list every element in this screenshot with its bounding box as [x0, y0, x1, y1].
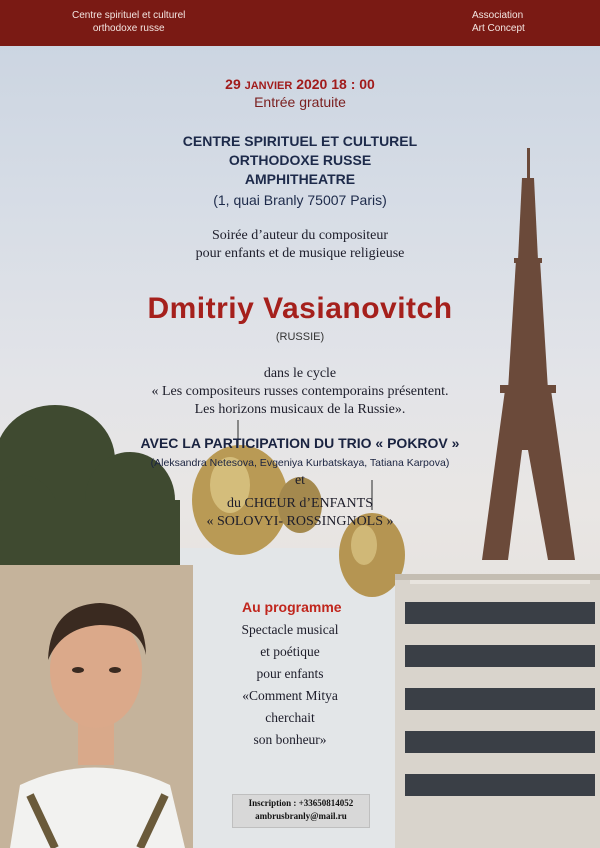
date-rest: 2020 18 : 00: [296, 76, 375, 92]
registration-email: ambrusbranly@mail.ru: [255, 811, 347, 821]
registration-box: [232, 794, 370, 828]
registration-phone: Inscription : +33650814052: [248, 798, 354, 808]
venue-address: (1, quai Branly 75007 Paris): [213, 192, 387, 208]
programme-line: cherchait: [265, 710, 315, 725]
entry-info: Entrée gratuite: [254, 94, 346, 110]
organizer-left-line2: orthodoxe russe: [92, 23, 165, 34]
organizer-left: [72, 9, 185, 35]
event-date: [0, 76, 600, 92]
description-line1: Soirée d’auteur du compositeur: [211, 228, 389, 243]
programme-title: Au programme: [242, 599, 342, 615]
choir-line1: du CHŒUR d’ENFANTS: [227, 496, 373, 511]
cycle-line2: « Les compositeurs russes contemporains présentent.: [151, 384, 449, 399]
organizer-right-line1: Association: [472, 10, 524, 21]
composer-country: (RUSSIE): [275, 331, 325, 343]
date-month: JANVIER: [244, 80, 293, 92]
venue-line1: CENTRE SPIRITUEL ET CULTUREL: [182, 133, 418, 149]
date-day: 29: [225, 76, 241, 92]
organizer-left-line1: Centre spirituel et culturel: [72, 10, 186, 21]
header-bar: [0, 0, 600, 46]
organizer-right-line2: Art Concept: [472, 23, 525, 34]
trio-members: (Aleksandra Netesova, Evgeniya Kurbatskaya, Tatiana Karpova): [150, 457, 450, 469]
building-illustration: [395, 574, 600, 848]
venue-line3: AMPHITHEATRE: [244, 171, 356, 187]
composer-name: Dmitriy Vasianovitch: [147, 292, 453, 325]
programme-line: Spectacle musical: [241, 622, 339, 637]
programme-line: «Comment Mitya: [242, 688, 338, 703]
cycle-line3: Les horizons musicaux de la Russie».: [194, 402, 406, 417]
cycle-line1: dans le cycle: [263, 366, 337, 381]
organizer-right: [472, 9, 525, 35]
description-line2: pour enfants et de musique religieuse: [195, 246, 405, 261]
composer-photo: [0, 565, 193, 848]
programme-line: son bonheur»: [253, 732, 327, 747]
and-text: et: [294, 473, 306, 488]
programme-line: et poétique: [260, 644, 320, 659]
choir-line2: « SOLOVYI- ROSSINGNOLS »: [206, 514, 394, 529]
trio-title: AVEC LA PARTICIPATION DU TRIO « POKROV »: [140, 435, 460, 451]
venue-line2: ORTHODOXE RUSSE: [228, 152, 372, 168]
programme-line: pour enfants: [256, 666, 324, 681]
